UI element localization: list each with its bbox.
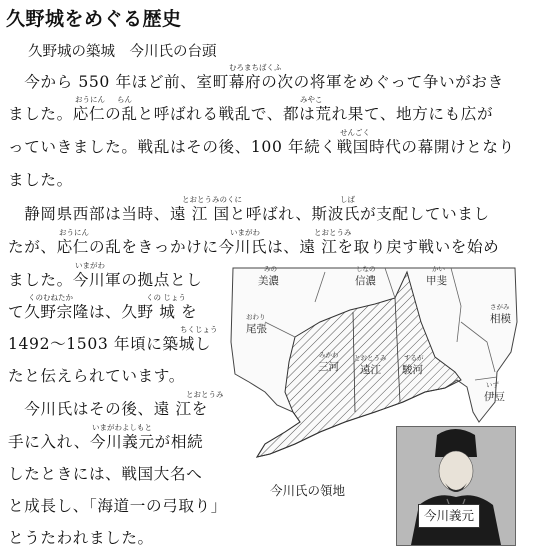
furigana: いまがわ (75, 261, 105, 270)
furigana: らん (117, 95, 132, 104)
body-line: ました。今川軍の拠点とし (8, 271, 203, 289)
province-reading: おわり (246, 313, 266, 321)
body-line: ました。応仁の乱と呼ばれる戦乱で、都は荒れ果て、地方にも広が (8, 105, 494, 123)
province-reading: するが (404, 354, 424, 362)
section-subtitle: 久野城の築城 今川氏の台頭 (28, 44, 217, 60)
furigana: とおとうみ (314, 228, 352, 237)
body-line: 今から 550 年ほど前、室町幕府の次の将軍をめぐって争いがおき (8, 73, 504, 91)
furigana: むろまちばくふ (229, 63, 282, 72)
province-reading: いず (486, 381, 499, 389)
furigana: ちくじょう (180, 325, 218, 334)
body-line: 今川氏はその後、遠 江を (8, 400, 208, 418)
furigana: みやこ (300, 95, 323, 104)
province-reading: みかわ (319, 351, 339, 359)
furigana: おうにん (75, 95, 105, 104)
province-label: 駿河 (402, 364, 423, 376)
province-reading: しなの (356, 265, 376, 273)
body-line: 手に入れ、今川義元が相続 (8, 433, 204, 451)
furigana: くのむねたか (28, 293, 73, 302)
body-line: 1492～1503 年頃に築城し (8, 335, 212, 353)
body-line: 静岡県西部は当時、遠 江 国と呼ばれ、斯波氏が支配していまし (8, 205, 490, 223)
body-line: っていきました。戦乱はその後、100 年続く戦国時代の幕開けとなり (8, 138, 515, 156)
province-label: 甲斐 (426, 275, 447, 287)
portrait-image (396, 426, 516, 546)
furigana: くの じょう (146, 293, 186, 302)
province-reading: かい (432, 265, 445, 273)
page-title: 久野城をめぐる歴史 (6, 8, 182, 30)
province-reading: とおとうみ (354, 354, 387, 362)
body-line: たが、応仁の乱をきっかけに今川氏は、遠 江を取り戻す戦いを始め (8, 238, 500, 256)
province-label: 遠江 (360, 364, 381, 376)
furigana: とおとうみ (186, 390, 224, 399)
province-reading: さがみ (490, 303, 510, 311)
body-line: て久野宗隆は、久野 城 を (8, 303, 198, 321)
province-label: 相模 (490, 313, 511, 325)
province-label: 伊豆 (484, 391, 505, 403)
map-caption: 今川氏の領地 (270, 483, 346, 498)
furigana: しば (340, 195, 355, 204)
province-label: 美濃 (258, 275, 279, 287)
province-label: 信濃 (355, 275, 376, 287)
furigana: おうにん (59, 228, 89, 237)
province-reading: みの (264, 265, 277, 273)
furigana: とおとうみのくに (182, 195, 242, 204)
province-label: 三河 (318, 361, 339, 373)
body-line: と成長し、「海道一の弓取り」 (8, 497, 227, 515)
furigana: いまがわよしもと (92, 423, 152, 432)
furigana: いまがわ (230, 228, 260, 237)
province-label: 尾張 (246, 323, 267, 335)
body-line: ました。 (8, 171, 73, 189)
furigana: せんごく (340, 128, 370, 137)
body-line: したときには、戦国大名へ (8, 465, 203, 483)
body-line: たと伝えられています。 (8, 367, 185, 385)
portrait-caption: 今川義元 (418, 504, 480, 528)
body-line: とうたわれました。 (8, 529, 154, 547)
